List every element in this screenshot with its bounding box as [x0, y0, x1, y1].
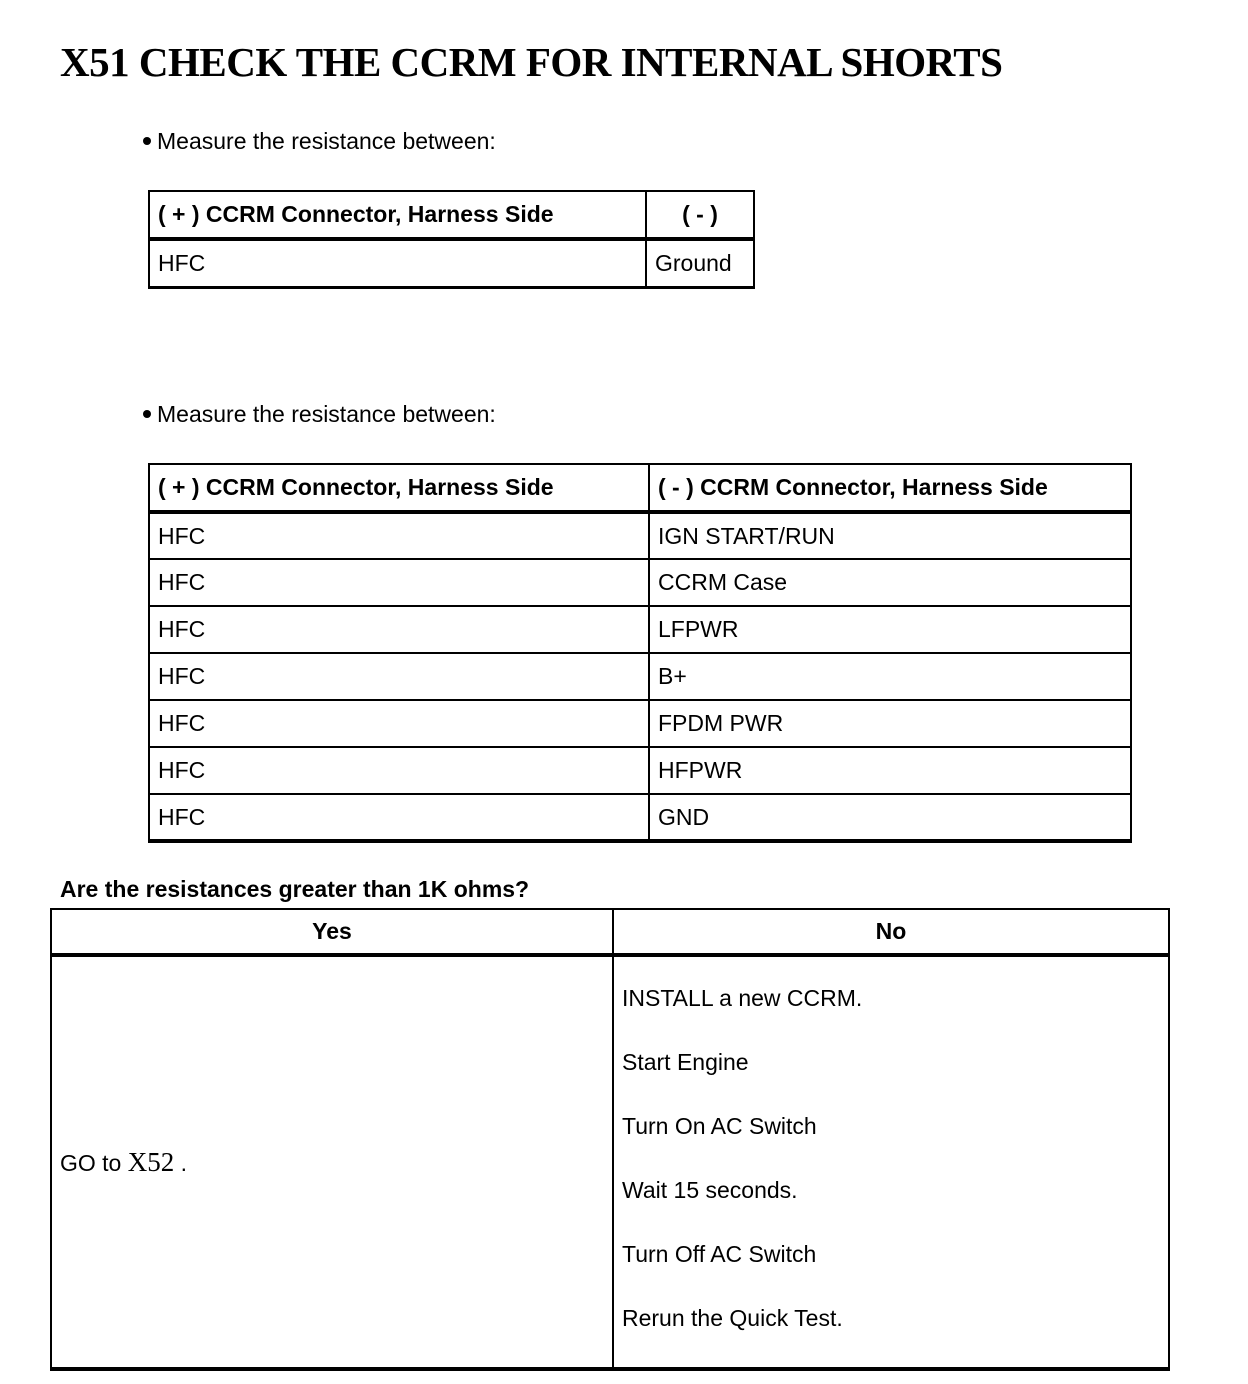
- table-row: [149, 794, 1131, 841]
- goto-x52-link[interactable]: X52: [127, 1146, 175, 1177]
- table-row: [149, 239, 754, 287]
- cell-minus: B+: [649, 653, 1131, 700]
- cell-minus: FPDM PWR: [649, 700, 1131, 747]
- cell-plus: HFC: [149, 700, 649, 747]
- no-step: Turn Off AC Switch: [622, 1241, 817, 1267]
- cell-plus: HFC: [149, 606, 649, 653]
- table-row: [149, 700, 1131, 747]
- header-plus-connector: ( + ) CCRM Connector, Harness Side: [149, 191, 646, 239]
- no-step: Turn On AC Switch: [622, 1113, 817, 1139]
- cell-minus: CCRM Case: [649, 559, 1131, 606]
- decision-question: Are the resistances greater than 1K ohms?: [60, 876, 530, 902]
- no-column-header: No: [613, 909, 1169, 955]
- table-row: [149, 512, 1131, 559]
- cell-plus: HFC: [149, 653, 649, 700]
- cell-plus: HFC: [149, 559, 649, 606]
- measure-instruction-1-text: Measure the resistance between:: [157, 128, 496, 154]
- decision-body-row: [51, 955, 1169, 1369]
- bullet-icon: [143, 137, 151, 145]
- goto-suffix: .: [174, 1149, 188, 1176]
- table-row: [149, 559, 1131, 606]
- no-step: INSTALL a new CCRM.: [622, 985, 863, 1011]
- resistance-table-ground: [148, 190, 755, 289]
- cell-plus: HFC: [149, 747, 649, 794]
- cell-plus: HFC: [149, 512, 649, 559]
- table-row: [149, 747, 1131, 794]
- header-minus-connector: ( - ) CCRM Connector, Harness Side: [649, 464, 1131, 512]
- table-header-row: [149, 464, 1131, 512]
- cell-minus: IGN START/RUN: [649, 512, 1131, 559]
- table-header-row: [149, 191, 754, 239]
- yes-column-header: Yes: [51, 909, 613, 955]
- table-row: [149, 606, 1131, 653]
- cell-minus: HFPWR: [649, 747, 1131, 794]
- no-step: Rerun the Quick Test.: [622, 1305, 843, 1331]
- header-minus: ( - ): [646, 191, 754, 239]
- page-title: X51 CHECK THE CCRM FOR INTERNAL SHORTS: [60, 39, 1003, 85]
- decision-header-row: [51, 909, 1169, 955]
- no-action-cell: [613, 955, 1169, 1369]
- cell-minus: GND: [649, 794, 1131, 841]
- measure-instruction-1: [143, 127, 496, 155]
- bullet-icon: [143, 410, 151, 418]
- cell-plus: HFC: [149, 239, 646, 287]
- measure-instruction-2: [143, 400, 496, 428]
- decision-table: [50, 908, 1170, 1371]
- table-row: [149, 653, 1131, 700]
- cell-minus: LFPWR: [649, 606, 1131, 653]
- goto-prefix: GO to: [60, 1149, 128, 1176]
- resistance-table-shorts: [148, 463, 1132, 843]
- measure-instruction-2-text: Measure the resistance between:: [157, 401, 496, 427]
- no-step: Start Engine: [622, 1049, 749, 1075]
- cell-minus: Ground: [646, 239, 754, 287]
- no-step: Wait 15 seconds.: [622, 1177, 798, 1203]
- cell-plus: HFC: [149, 794, 649, 841]
- yes-action-cell: [51, 955, 613, 1369]
- header-plus-connector: ( + ) CCRM Connector, Harness Side: [149, 464, 649, 512]
